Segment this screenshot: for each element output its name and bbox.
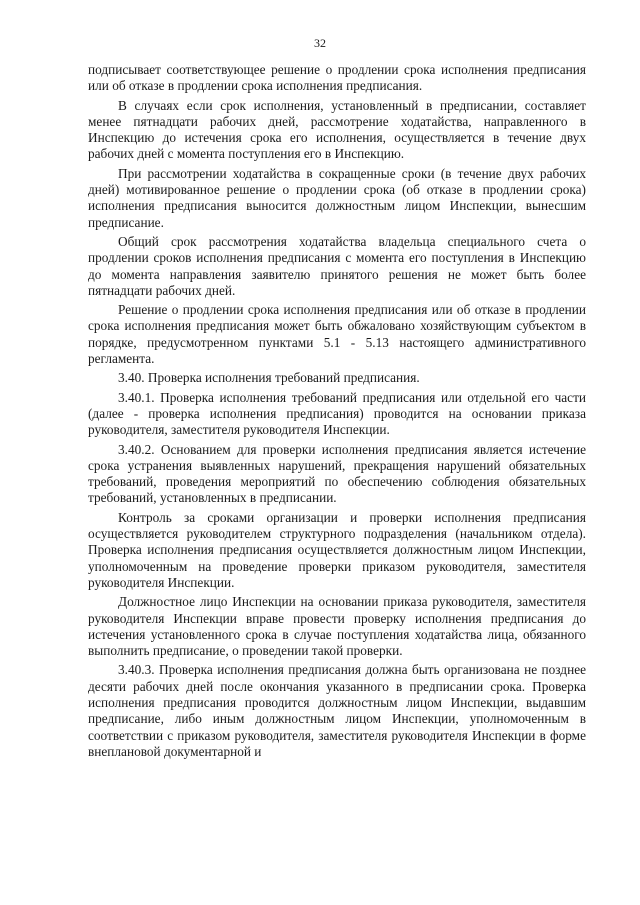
paragraph: Решение о продлении срока исполнения предписания или об отказе в продлении срока исполнения предписания может быть обжаловано хозяйствующим субъектом в порядке, предусмотренном пунктами 5.1 - 5.13 настоящего административного регламента. — [88, 302, 586, 367]
paragraph-continuation: подписывает соответствующее решение о продлении срока исполнения предписания или об отказе в продлении срока исполнения предписания. — [88, 62, 586, 94]
paragraph: 3.40.1. Проверка исполнения требований предписания или отдельной его части (далее - проверка исполнения предписания) проводится на основании приказа руководителя, заместителя руководителя Инспекции. — [88, 389, 586, 438]
page-number: 32 — [314, 36, 326, 50]
paragraph: 3.40.2. Основанием для проверки исполнения предписания является истечение срока устранения выявленных нарушений, прекращения нарушений обязательных требований, проведения мероприятий по обеспечению соблюдения обязательных требований, установленных в предписании. — [88, 441, 586, 506]
paragraph: Общий срок рассмотрения ходатайства владельца специального счета о продлении сроков исполнения предписания с момента его поступления в Инспекцию до момента направления заявителю принятого решения не может быть более пятнадцати рабочих дней. — [88, 233, 586, 298]
document-body — [88, 62, 586, 763]
paragraph: Должностное лицо Инспекции на основании приказа руководителя, заместителя руководителя Инспекции вправе провести проверку исполнения предписания до истечения установленного срока в случае поступления ходатайства лица, обязанного выполнить предписание, о проведении такой проверки. — [88, 594, 586, 659]
paragraph: Контроль за сроками организации и проверки исполнения предписания осуществляется руководителем структурного подразделения (начальником отдела). Проверка исполнения предписания осуществляется должностным лицом Инспекции, уполномоченным на проведение проверки приказом руководителя, заместителя руководителя Инспекции. — [88, 509, 586, 590]
paragraph: 3.40.3. Проверка исполнения предписания должна быть организована не позднее десяти рабочих дней после окончания указанного в предписании срока. Проверка исполнения предписания проводится должностным лицом Инспекции, выдавшим предписание, либо иным должностным лицом Инспекции, уполномоченным в соответствии с приказом руководителя, заместителя руководителя Инспекции в форме внеплановой документарной и — [88, 662, 586, 759]
paragraph: При рассмотрении ходатайства в сокращенные сроки (в течение двух рабочих дней) мотивированное решение о продлении срока (об отказе в продлении срока) исполнения предписания выносится должностным лицом Инспекции, вынесшим предписание. — [88, 165, 586, 230]
paragraph: В случаях если срок исполнения, установленный в предписании, составляет менее пятнадцати рабочих дней, рассмотрение ходатайства, направленного в Инспекцию до истечения срока его исполнения, осуществляется в течение двух рабочих дней с момента поступления его в Инспекцию. — [88, 97, 586, 162]
section-heading: 3.40. Проверка исполнения требований предписания. — [118, 370, 420, 386]
